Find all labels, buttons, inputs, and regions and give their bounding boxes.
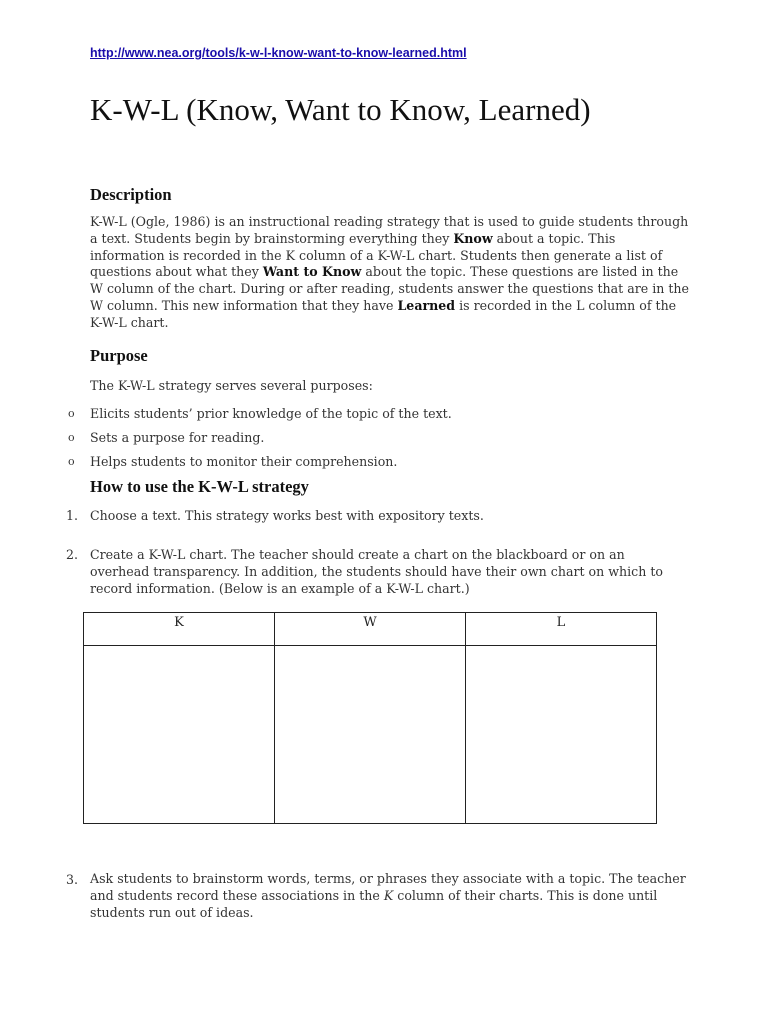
description-text-3: about the topic. These questions are listed in the W column of the chart. During or after reading, students answer the questions that are in the W column. This new information that they have (90, 264, 689, 313)
source-url-link[interactable]: http://www.nea.org/tools/k-w-l-know-want-to-know-learned.html (90, 46, 467, 60)
want-to-know-bold: Want to Know (262, 264, 362, 280)
step-text-line: Ask students to brainstorm words, terms, or phrases they associate with a topic. The teacher (90, 871, 686, 886)
kwl-header-k: K (84, 613, 275, 646)
step-text-line: record information. (Below is an example of a K-W-L chart.) (90, 581, 470, 596)
purpose-item: Elicits students’ prior knowledge of the topic of the text. (90, 406, 452, 421)
description-paragraph (90, 214, 690, 332)
kwl-cell-l (466, 646, 657, 824)
bullet-icon: o (68, 455, 75, 468)
purpose-item: Sets a purpose for reading. (90, 430, 265, 445)
step-text-line: students run out of ideas. (90, 905, 254, 920)
kwl-body-row (84, 646, 657, 824)
kwl-header-w: W (275, 613, 466, 646)
kwl-header-l: L (466, 613, 657, 646)
description-heading: Description (90, 185, 172, 204)
kwl-chart-table (83, 612, 657, 824)
howto-heading: How to use the K-W-L strategy (90, 477, 309, 496)
step-text: Choose a text. This strategy works best with expository texts. (90, 508, 484, 523)
step-text-line (90, 887, 657, 904)
description-text-1: K-W-L (Ogle, 1986) is an instructional reading strategy that is used to guide students through a text. Students begin by brainstorming everything they (90, 214, 689, 246)
learned-bold: Learned (397, 297, 456, 313)
description-text-4: is recorded in the L column of the K-W-L chart. (90, 297, 677, 330)
kwl-header-row (84, 613, 657, 646)
kwl-cell-w (275, 646, 466, 824)
step-number: 1. (66, 508, 79, 523)
k-italic: K (383, 888, 394, 903)
step-text-part: column of their charts. This is done until (393, 888, 658, 903)
purpose-item: Helps students to monitor their comprehension. (90, 454, 398, 469)
bullet-icon: o (68, 407, 75, 420)
purpose-intro: The K-W-L strategy serves several purposes: (90, 378, 373, 393)
step-text-line: Create a K-W-L chart. The teacher should create a chart on the blackboard or on an (90, 547, 625, 562)
step-number: 2. (66, 547, 79, 562)
know-bold: Know (453, 230, 493, 246)
purpose-heading: Purpose (90, 346, 148, 365)
description-text-2: about a topic. This information is recorded in the K column of a K-W-L chart. Students then generate a list of questions about what they (90, 230, 663, 280)
kwl-cell-k (84, 646, 275, 824)
bullet-icon: o (68, 431, 75, 444)
step-text-part: and students record these associations in the (90, 888, 384, 903)
page-title: K-W-L (Know, Want to Know, Learned) (90, 92, 591, 127)
step-text-line: overhead transparency. In addition, the students should have their own chart on which to (90, 564, 663, 579)
step-number: 3. (66, 872, 79, 887)
